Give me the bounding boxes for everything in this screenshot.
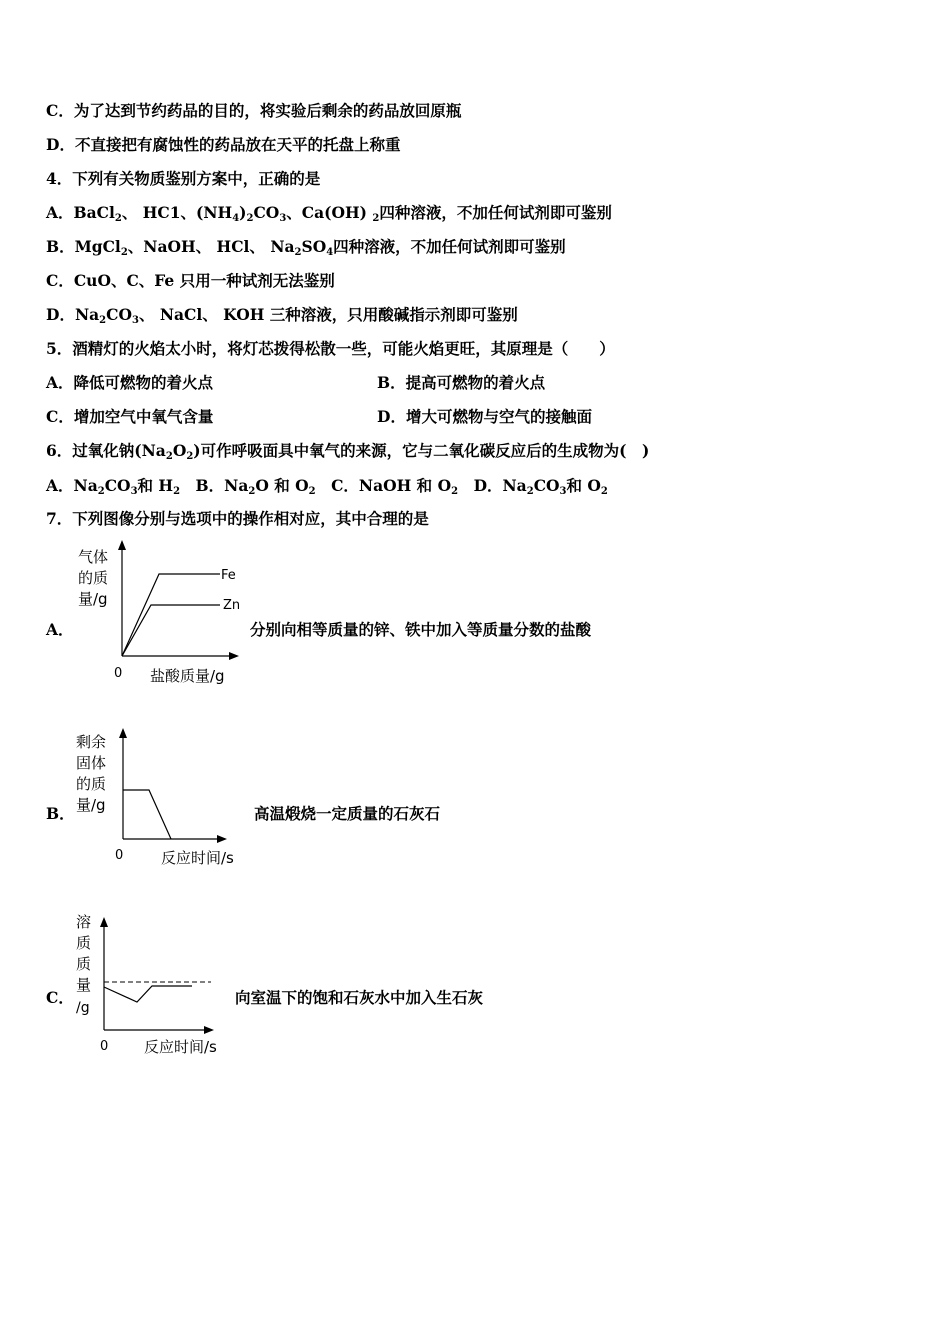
q7-option-c-letter: C． (46, 988, 74, 1007)
q6-options: A．$Na_2CO_3$和 $H_2$ B．$Na_2O$ 和 $O_2$ C．NaOH 和 $O_2$ D．$Na_2CO_3$和 $O_2$ (46, 476, 608, 497)
graph-c-line (104, 986, 192, 1002)
option-c-prev: C．为了达到节约药品的目的，将实验后剩余的药品放回原瓶 (46, 101, 462, 120)
question-7: 7．下列图像分别与选项中的操作相对应，其中合理的是 (46, 509, 429, 528)
graph-c-ylabel-1: 溶 (76, 913, 92, 931)
graph-c-ylabel-3: 质 (76, 955, 92, 973)
graph-c-xlabel: 反应时间/s (144, 1038, 217, 1056)
graph-c-ylabel-4: 量 (76, 976, 92, 994)
graph-b-ylabel-4: 量/g (76, 796, 106, 814)
graph-a-origin: 0 (114, 666, 123, 681)
q4-option-d: D．$Na_2CO_3$、 NaCl、 KOH 三种溶液，只用酸碱指示剂即可鉴别 (46, 305, 518, 326)
graph-c-x-arrow (204, 1026, 214, 1034)
graph-a-x-arrow (229, 652, 239, 660)
graph-a-fe-label: Fe (221, 568, 236, 583)
graph-a-ylabel-1: 气体 (78, 548, 109, 566)
graph-a-ylabel-2: 的质 (78, 569, 109, 587)
graph-b-x-arrow (217, 835, 227, 843)
graph-a-y-arrow (118, 540, 126, 550)
graph-b-origin: 0 (115, 848, 124, 863)
option-d-prev: D．不直接把有腐蚀性的药品放在天平的托盘上称重 (46, 135, 401, 154)
graph-c-ylabel-2: 质 (76, 934, 92, 952)
graph-b-line (123, 790, 171, 839)
q5-option-d: D．增大可燃物与空气的接触面 (377, 407, 592, 426)
graph-c-ylabel-5: /g (76, 1000, 90, 1016)
graph-c-origin: 0 (100, 1039, 109, 1054)
graph-b (70, 726, 250, 872)
question-6: 6．过氧化钠$(Na_2O_2)$可作呼吸面具中氧气的来源，它与二氧化碳反应后的生成物为( ) (46, 441, 650, 462)
q7-option-a-desc: 分别向相等质量的锌、铁中加入等质量分数的盐酸 (250, 620, 592, 639)
q5-option-a: A．降低可燃物的着火点 (46, 373, 214, 392)
graph-a-ylabel-3: 量/g (78, 590, 108, 608)
graph-b-ylabel-1: 剩余 (76, 733, 107, 751)
q5-option-b: B．提高可燃物的着火点 (377, 373, 546, 392)
graph-b-ylabel-2: 固体 (76, 754, 107, 772)
question-4: 4．下列有关物质鉴别方案中，正确的是 (46, 169, 321, 188)
q7-option-b-desc: 高温煅烧一定质量的石灰石 (254, 804, 441, 823)
graph-a-xlabel: 盐酸质量/g (150, 667, 225, 685)
q7-option-c-desc: 向室温下的饱和石灰水中加入生石灰 (235, 988, 484, 1007)
q4-option-a: A．BaCl$_2$、 HC1、$(NH_4)_2CO_3$、Ca(OH) $_2$四种溶液，不加任何试剂即可鉴别 (46, 203, 612, 224)
q5-option-c: C．增加空气中氧气含量 (46, 407, 214, 426)
q4-option-b: B．MgCl$_2$、NaOH、 HCl、 $Na_2SO_4$四种溶液，不加任何试剂即可鉴别 (46, 237, 566, 258)
q4-option-c: C．CuO、C、Fe 只用一种试剂无法鉴别 (46, 271, 335, 290)
graph-c-y-arrow (100, 917, 108, 927)
q7-option-b-letter: B． (46, 804, 75, 823)
question-5: 5．酒精灯的火焰太小时，将灯芯拨得松散一些，可能火焰更旺，其原理是（ ） (46, 339, 615, 358)
q7-option-a-letter: A． (46, 620, 74, 639)
graph-b-y-arrow (119, 728, 127, 738)
graph-a-zn-line (122, 605, 220, 656)
graph-a-fe-line (122, 574, 220, 656)
graph-a-zn-label: Zn (223, 598, 241, 613)
graph-b-xlabel: 反应时间/s (161, 849, 234, 867)
graph-b-ylabel-3: 的质 (76, 775, 107, 793)
graph-c (70, 910, 235, 1060)
graph-a (70, 538, 250, 690)
